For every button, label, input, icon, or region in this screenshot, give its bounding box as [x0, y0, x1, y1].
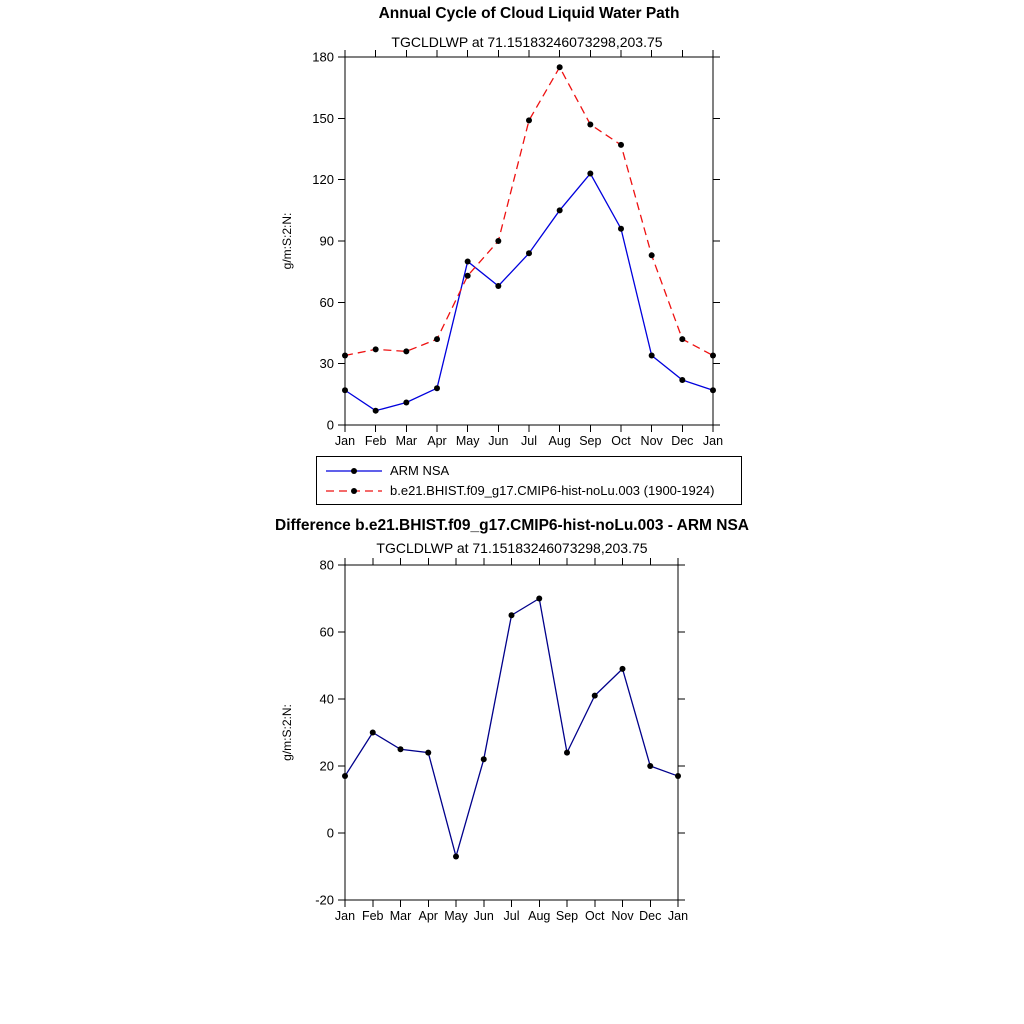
svg-text:Feb: Feb — [361, 909, 384, 923]
svg-text:Dec: Dec — [671, 434, 694, 448]
svg-text:Jul: Jul — [521, 434, 537, 448]
svg-text:Jan: Jan — [702, 434, 724, 448]
legend-line-sample-0 — [325, 464, 383, 478]
svg-text:150: 150 — [312, 110, 334, 126]
legend-label-arm-nsa: ARM NSA — [390, 463, 450, 478]
legend-line-sample-1 — [325, 484, 383, 498]
svg-text:Oct: Oct — [585, 909, 605, 923]
svg-text:Mar: Mar — [389, 909, 412, 923]
svg-text:Sep: Sep — [555, 909, 579, 923]
svg-text:20: 20 — [319, 758, 334, 774]
difference-chart-title: Difference b.e21.BHIST.f09_g17.CMIP6-hist-noLu.003 - ARM NSA — [275, 517, 749, 534]
svg-text:Nov: Nov — [611, 909, 634, 923]
svg-text:Sep: Sep — [579, 434, 602, 448]
svg-text:90: 90 — [319, 233, 334, 249]
legend-box — [316, 456, 742, 505]
svg-text:180: 180 — [312, 49, 334, 65]
svg-text:Feb: Feb — [364, 434, 387, 448]
svg-text:g/m:S:2:N:: g/m:S:2:N: — [280, 704, 294, 761]
svg-text:40: 40 — [319, 691, 334, 707]
svg-text:120: 120 — [312, 172, 334, 188]
svg-text:0: 0 — [326, 825, 334, 841]
svg-text:60: 60 — [319, 624, 334, 640]
svg-text:Oct: Oct — [611, 434, 631, 448]
svg-text:60: 60 — [319, 294, 334, 310]
svg-text:g/m:S:2:N:: g/m:S:2:N: — [280, 212, 294, 270]
legend-item-model — [325, 482, 733, 499]
difference-chart-subtitle: TGCLDLWP at 71.15183246073298,203.75 — [376, 540, 648, 556]
svg-text:Jun: Jun — [473, 909, 494, 923]
svg-text:Dec: Dec — [639, 909, 662, 923]
svg-text:Jan: Jan — [334, 909, 356, 923]
svg-text:0: 0 — [326, 417, 334, 433]
svg-text:Jun: Jun — [488, 434, 509, 448]
svg-text:May: May — [444, 909, 468, 923]
svg-text:Nov: Nov — [640, 434, 663, 448]
legend-label-model: b.e21.BHIST.f09_g17.CMIP6-hist-noLu.003 (1900-1924) — [390, 483, 715, 498]
svg-text:Aug: Aug — [548, 434, 571, 448]
chart-svg-1 — [260, 555, 770, 930]
top-chart-title: Annual Cycle of Cloud Liquid Water Path — [378, 5, 680, 22]
svg-text:Aug: Aug — [528, 909, 551, 923]
svg-text:Apr: Apr — [418, 909, 438, 923]
top-chart-subtitle: TGCLDLWP at 71.15183246073298,203.75 — [391, 34, 663, 50]
svg-text:80: 80 — [319, 557, 334, 573]
svg-text:Mar: Mar — [395, 434, 418, 448]
chart-svg-0 — [260, 50, 770, 454]
svg-text:Apr: Apr — [427, 434, 447, 448]
svg-text:-20: -20 — [315, 892, 334, 908]
svg-text:Jan: Jan — [667, 909, 689, 923]
svg-text:Jan: Jan — [334, 434, 356, 448]
svg-text:Jul: Jul — [503, 909, 520, 923]
svg-text:30: 30 — [319, 356, 334, 372]
svg-text:May: May — [455, 434, 480, 448]
legend-item-arm-nsa — [325, 462, 733, 479]
